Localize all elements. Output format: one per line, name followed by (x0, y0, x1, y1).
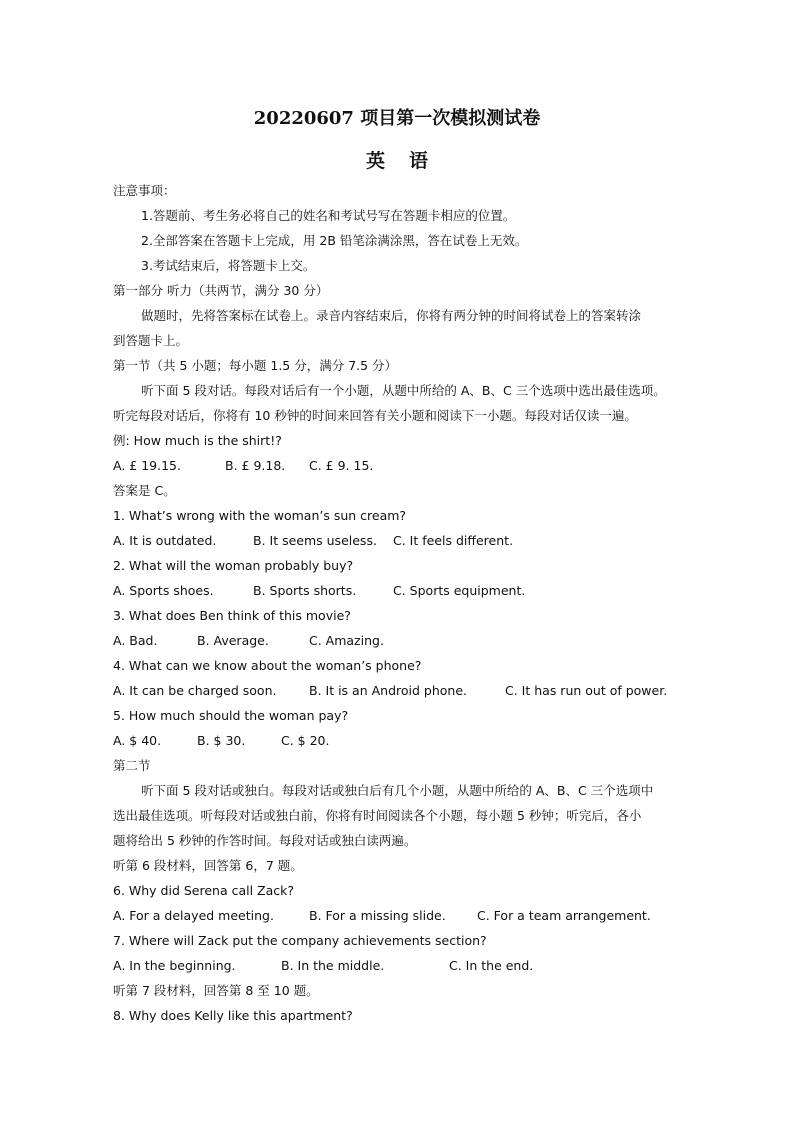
section2-intro: 题将给出 5 秒钟的作答时间。每段对话或独白读两遍。 (113, 833, 417, 848)
example-answer: 答案是 C。 (113, 483, 176, 498)
section2-intro: 听下面 5 段对话或独白。每段对话或独白后有几个小题，从题中所给的 A、B、C 三个选项中 (141, 783, 654, 798)
example-question: 例: How much is the shirt!? (113, 433, 282, 448)
question-option: A. Bad. (113, 633, 158, 648)
question-option: C. Amazing. (309, 633, 384, 648)
question-option: B. In the middle. (281, 958, 385, 973)
question: 7. Where will Zack put the company achievements section? (113, 933, 487, 948)
question-option: A. It can be charged soon. (113, 683, 277, 698)
question-option: A. In the beginning. (113, 958, 236, 973)
section2-intro: 选出最佳选项。听每段对话或独白前，你将有时间阅读各个小题，每小题 5 秒钟；听完后，各小 (113, 808, 642, 823)
part1-heading: 第一部分 听力（共两节，满分 30 分） (113, 283, 329, 298)
question: 8. Why does Kelly like this apartment? (113, 1008, 353, 1023)
notice-heading: 注意事项： (113, 183, 176, 198)
question-option: A. Sports shoes. (113, 583, 214, 598)
question-option: A. For a delayed meeting. (113, 908, 274, 923)
question-option: C. In the end. (449, 958, 534, 973)
section2-heading: 第二节 (113, 758, 151, 773)
material-instruction: 听第 7 段材料，回答第 8 至 10 题。 (113, 983, 319, 998)
question-option: C. It has run out of power. (505, 683, 668, 698)
part1-intro: 做题时，先将答案标在试卷上。录音内容结束后，你将有两分钟的时间将试卷上的答案转涂 (141, 308, 642, 323)
question-option: C. Sports equipment. (393, 583, 526, 598)
question: 6. Why did Serena call Zack? (113, 883, 295, 898)
part1-intro: 到答题卡上。 (113, 333, 189, 348)
question-option: C. For a team arrangement. (477, 908, 651, 923)
question: 1. What’s wrong with the woman’s sun cream? (113, 508, 407, 523)
notice-item: 2.全部答案在答题卡上完成，用 2B 铅笔涂满涂黑，答在试卷上无效。 (141, 233, 528, 248)
subject-title: 英语 (365, 150, 452, 172)
exam-title: 20220607 项目第一次模拟测试卷 (253, 108, 541, 129)
example-option: A. £ 19.15. (113, 458, 181, 473)
question-option: B. It seems useless. (253, 533, 377, 548)
example-option: C. £ 9. 15. (309, 458, 374, 473)
question: 2. What will the woman probably buy? (113, 558, 354, 573)
question-option: A. It is outdated. (113, 533, 217, 548)
question-option: B. Sports shorts. (253, 583, 357, 598)
question: 5. How much should the woman pay? (113, 708, 349, 723)
question-option: B. $ 30. (197, 733, 246, 748)
question-option: C. $ 20. (281, 733, 330, 748)
notice-item: 3.考试结束后，将答题卡上交。 (141, 258, 316, 273)
material-instruction: 听第 6 段材料，回答第 6，7 题。 (113, 858, 303, 873)
question: 4. What can we know about the woman’s phone? (113, 658, 422, 673)
notice-item: 1.答题前、考生务必将自己的姓名和考试号写在答题卡相应的位置。 (141, 208, 516, 223)
question-option: C. It feels different. (393, 533, 514, 548)
example-option: B. £ 9.18. (225, 458, 286, 473)
section1-intro: 听完每段对话后，你将有 10 秒钟的时间来回答有关小题和阅读下一小题。每段对话仅读一遍。 (113, 408, 637, 423)
question: 3. What does Ben think of this movie? (113, 608, 351, 623)
section1-intro: 听下面 5 段对话。每段对话后有一个小题，从题中所给的 A、B、C 三个选项中选出最佳选项。 (141, 383, 666, 398)
question-option: B. Average. (197, 633, 269, 648)
section1-heading: 第一节（共 5 小题；每小题 1.5 分，满分 7.5 分） (113, 358, 398, 373)
question-option: A. $ 40. (113, 733, 162, 748)
question-option: B. It is an Android phone. (309, 683, 467, 698)
question-option: B. For a missing slide. (309, 908, 446, 923)
